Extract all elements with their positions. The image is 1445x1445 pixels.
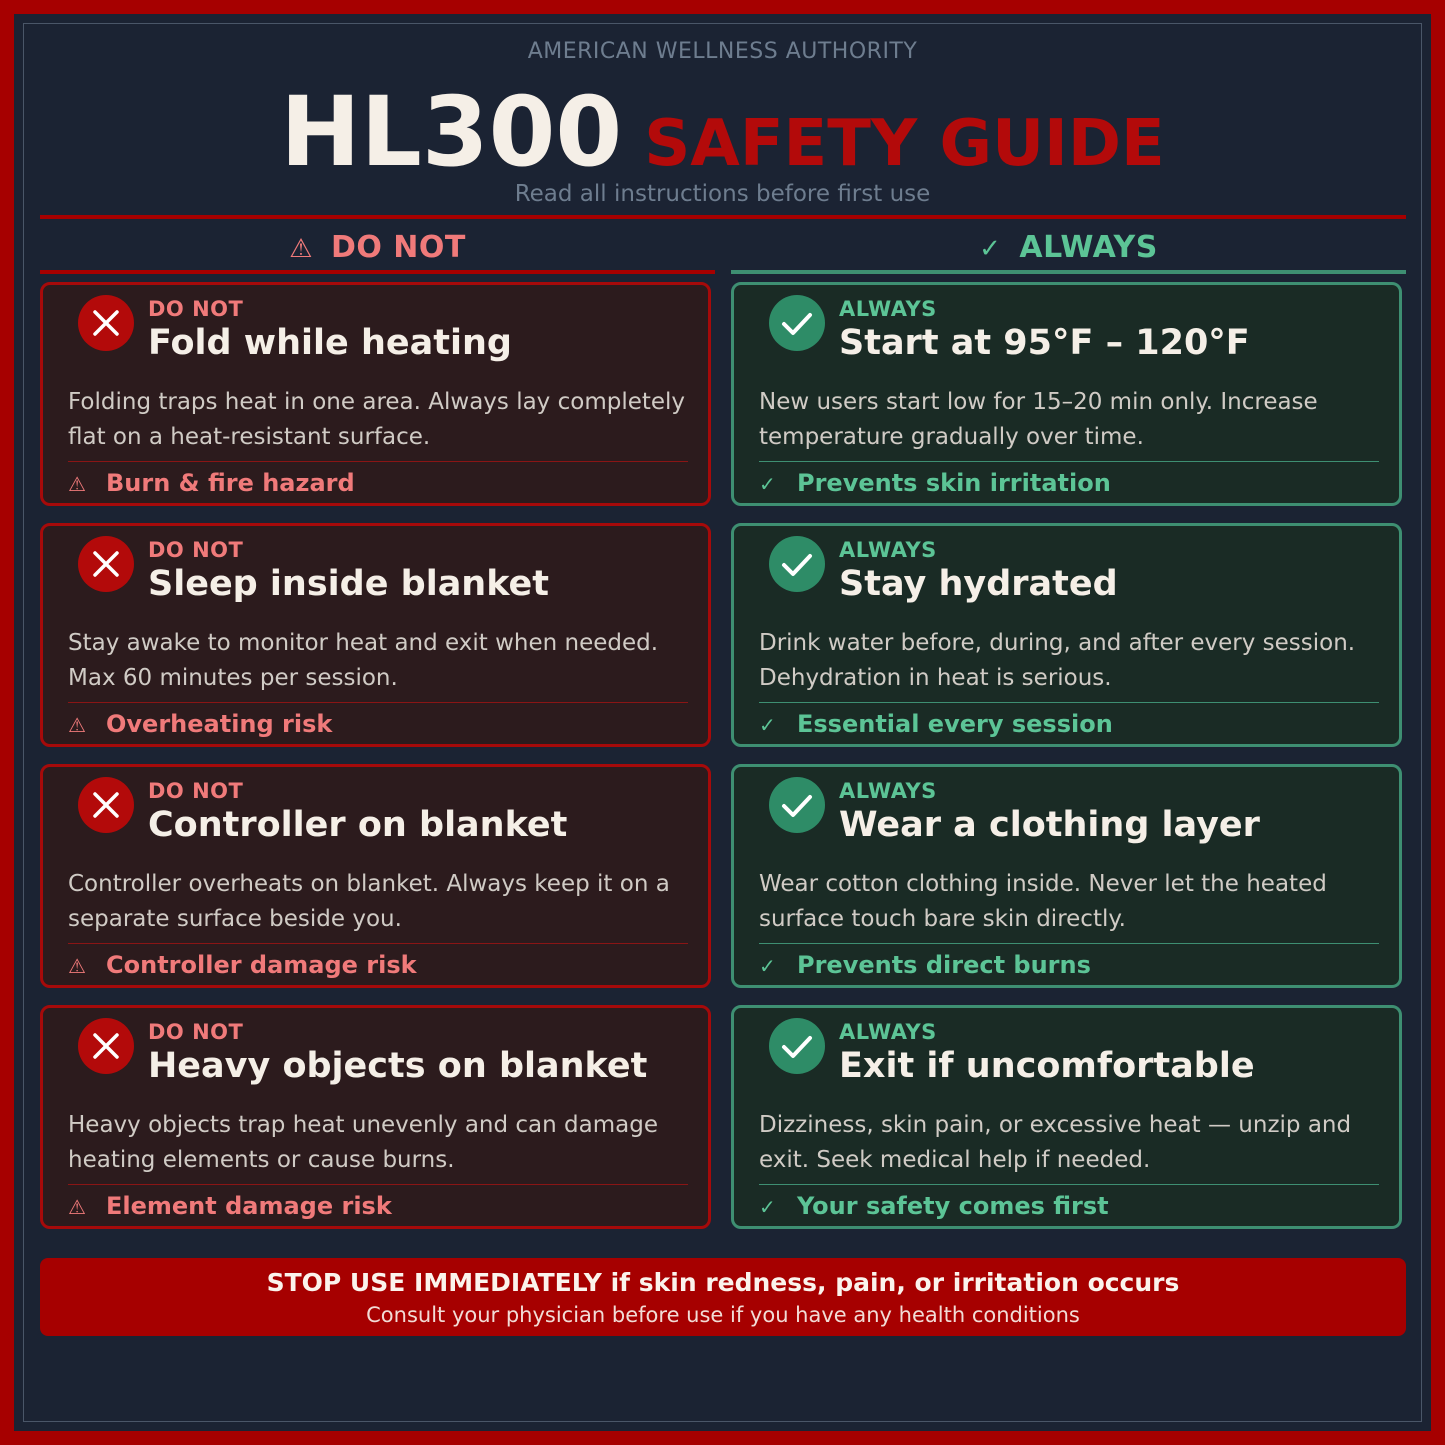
donot-column-header <box>40 230 715 274</box>
physician-advice: Consult your physician before use if you have any health conditions <box>366 1303 1080 1327</box>
card-note-text: Burn & fire hazard <box>106 469 355 497</box>
card-note <box>759 469 1111 497</box>
donot-card <box>40 764 711 988</box>
card-divider <box>68 1184 688 1185</box>
card-description: Heavy objects trap heat unevenly and can damage heating elements or cause burns. <box>68 1112 658 1173</box>
model-name: HL300 <box>280 76 623 188</box>
card-kicker: ALWAYS <box>839 1020 937 1044</box>
card-note <box>68 951 417 979</box>
card-note <box>68 710 332 738</box>
donot-column-label: DO NOT <box>330 230 466 265</box>
card-kicker: DO NOT <box>148 538 244 562</box>
card-note <box>759 951 1091 979</box>
donot-card <box>40 523 711 747</box>
always-column-label: ALWAYS <box>1019 230 1158 265</box>
card-note-text: Prevents skin irritation <box>797 469 1111 497</box>
card-title: Exit if uncomfortable <box>839 1046 1255 1086</box>
card-divider <box>68 461 688 462</box>
card-title: Fold while heating <box>148 323 512 363</box>
subtitle: Read all instructions before first use <box>514 181 931 207</box>
warning-icon: ⚠ <box>289 234 313 264</box>
x-circle-icon <box>78 536 134 592</box>
always-card <box>731 523 1402 747</box>
card-divider <box>68 702 688 703</box>
x-circle-icon <box>78 777 134 833</box>
card-title: Sleep inside blanket <box>148 564 550 604</box>
check-circle-icon <box>769 295 825 351</box>
warning-icon: ⚠ <box>68 954 86 978</box>
always-card <box>731 282 1402 506</box>
check-circle-icon <box>769 777 825 833</box>
card-divider <box>68 943 688 944</box>
warning-icon: ⚠ <box>68 1195 86 1219</box>
authority-label: AMERICAN WELLNESS AUTHORITY <box>527 39 918 64</box>
card-kicker: DO NOT <box>148 779 244 803</box>
card-divider <box>759 702 1379 703</box>
card-kicker: ALWAYS <box>839 779 937 803</box>
header-divider <box>40 215 1406 219</box>
card-title: Controller on blanket <box>148 805 568 845</box>
check-circle-icon <box>769 1018 825 1074</box>
x-circle-icon <box>78 1018 134 1074</box>
card-title: Wear a clothing layer <box>839 805 1260 845</box>
card-description: Wear cotton clothing inside. Never let the heated surface touch bare skin directly. <box>759 871 1327 932</box>
card-divider <box>759 461 1379 462</box>
check-icon: ✓ <box>759 472 776 496</box>
card-kicker: ALWAYS <box>839 297 937 321</box>
check-icon: ✓ <box>759 1195 776 1219</box>
check-icon: ✓ <box>979 234 1002 264</box>
card-note-text: Element damage risk <box>106 1192 392 1220</box>
card-kicker: DO NOT <box>148 1020 244 1044</box>
card-divider <box>759 1184 1379 1185</box>
always-card <box>731 1005 1402 1229</box>
warning-icon: ⚠ <box>68 713 86 737</box>
guide-label: SAFETY GUIDE <box>644 107 1165 181</box>
card-description: New users start low for 15–20 min only. Increase temperature gradually over time. <box>759 389 1318 450</box>
card-note-text: Overheating risk <box>106 710 333 738</box>
card-note-text: Prevents direct burns <box>797 951 1091 979</box>
page-title <box>14 76 1431 188</box>
donot-card <box>40 1005 711 1229</box>
card-description: Stay awake to monitor heat and exit when needed. Max 60 minutes per session. <box>68 630 659 691</box>
check-icon: ✓ <box>759 954 776 978</box>
card-note <box>68 1192 392 1220</box>
card-note <box>759 710 1113 738</box>
card-description: Controller overheats on blanket. Always keep it on a separate surface beside you. <box>68 871 670 932</box>
card-title: Start at 95°F – 120°F <box>839 323 1250 363</box>
card-kicker: DO NOT <box>148 297 244 321</box>
x-circle-icon <box>78 295 134 351</box>
card-kicker: ALWAYS <box>839 538 937 562</box>
stop-use-banner <box>40 1258 1406 1336</box>
always-card <box>731 764 1402 988</box>
warning-icon: ⚠ <box>68 472 86 496</box>
card-note <box>68 469 355 497</box>
check-circle-icon <box>769 536 825 592</box>
donot-card <box>40 282 711 506</box>
card-description: Dizziness, skin pain, or excessive heat — unzip and exit. Seek medical help if needed. <box>759 1112 1352 1173</box>
card-title: Heavy objects on blanket <box>148 1046 648 1086</box>
card-title: Stay hydrated <box>839 564 1118 604</box>
card-description: Drink water before, during, and after every session. Dehydration in heat is serious. <box>759 630 1356 691</box>
card-note-text: Your safety comes first <box>797 1192 1109 1220</box>
card-note <box>759 1192 1109 1220</box>
stop-use-warning: STOP USE IMMEDIATELY if skin redness, pain, or irritation occurs <box>266 1268 1180 1297</box>
poster <box>14 14 1431 1431</box>
always-column-header <box>731 230 1406 274</box>
card-note-text: Controller damage risk <box>106 951 417 979</box>
card-divider <box>759 943 1379 944</box>
check-icon: ✓ <box>759 713 776 737</box>
card-note-text: Essential every session <box>797 710 1113 738</box>
card-description: Folding traps heat in one area. Always lay completely flat on a heat-resistant surface. <box>68 389 686 450</box>
